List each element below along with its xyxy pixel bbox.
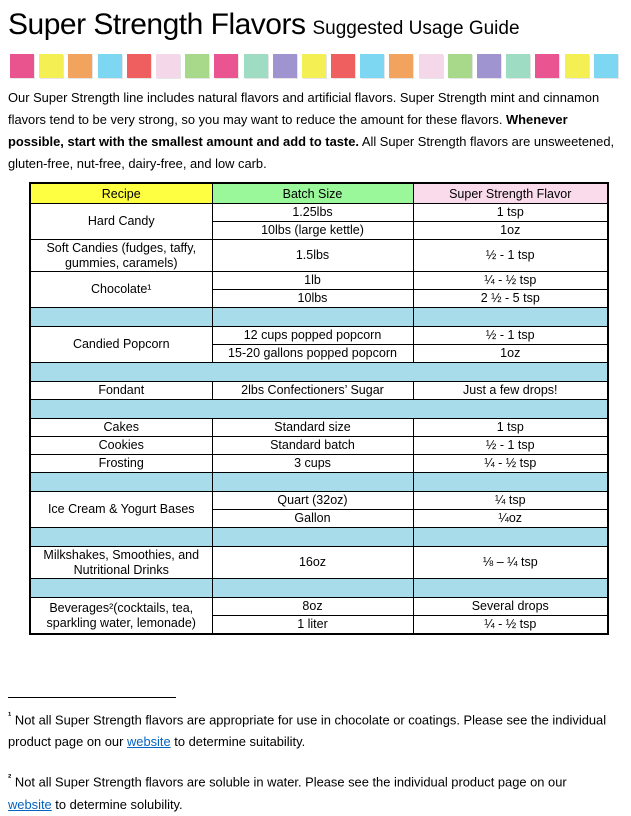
footnote-divider <box>8 697 176 698</box>
flavor-cell: Several drops <box>413 598 608 616</box>
recipe-cell: Hard Candy <box>30 204 212 240</box>
recipe-cell: Soft Candies (fudges, taffy, gummies, caramels) <box>30 240 212 272</box>
recipe-cell: Ice Cream & Yogurt Bases <box>30 492 212 528</box>
table-row <box>30 272 608 290</box>
color-swatch <box>506 54 530 78</box>
column-header-batch-size: Batch Size <box>212 183 413 204</box>
batch-size-cell: Gallon <box>212 510 413 528</box>
footnote-text: to determine solubility. <box>51 796 183 812</box>
batch-size-cell: 10lbs <box>212 290 413 308</box>
batch-size-cell: Standard size <box>212 419 413 437</box>
flavor-cell: ¼ - ½ tsp <box>413 616 608 635</box>
intro-text-end: All Super Strength flavors are unsweetened, gluten-free, nut-free, dairy-free, and low carb. <box>8 134 615 171</box>
title-subtitle: Suggested Usage Guide <box>312 18 520 39</box>
footnote-text: Not all Super Strength flavors are soluble in water. Please see the individual product page on our <box>11 774 567 790</box>
separator-cell <box>30 473 212 492</box>
color-swatch <box>127 54 151 78</box>
separator-row <box>30 473 608 492</box>
usage-table <box>29 182 609 635</box>
separator-cell <box>30 400 608 419</box>
batch-size-cell: 15-20 gallons popped popcorn <box>212 345 413 363</box>
color-swatch <box>389 54 413 78</box>
recipe-cell: Beverages²(cocktails, tea, sparkling water, lemonade) <box>30 598 212 635</box>
recipe-cell: Chocolate¹ <box>30 272 212 308</box>
column-header-super-strength-flavor: Super Strength Flavor <box>413 183 608 204</box>
batch-size-cell: 16oz <box>212 547 413 579</box>
color-strip <box>10 54 618 78</box>
footnote-marker: ² <box>8 773 12 785</box>
separator-cell <box>212 473 413 492</box>
recipe-cell: Frosting <box>30 455 212 473</box>
batch-size-cell: 10lbs (large kettle) <box>212 222 413 240</box>
color-swatch <box>244 54 268 78</box>
separator-cell <box>413 473 608 492</box>
separator-cell <box>30 308 212 327</box>
flavor-cell: ½ - 1 tsp <box>413 437 608 455</box>
flavor-cell: ½ - 1 tsp <box>413 327 608 345</box>
title-main: Super Strength Flavors <box>8 8 306 41</box>
separator-cell <box>413 308 608 327</box>
separator-cell <box>30 579 212 598</box>
intro-paragraph <box>8 87 625 175</box>
color-swatch <box>302 54 326 78</box>
color-swatch <box>185 54 209 78</box>
table-row <box>30 240 608 272</box>
separator-row <box>30 308 608 327</box>
column-header-recipe: Recipe <box>30 183 212 204</box>
separator-cell <box>212 579 413 598</box>
page-title <box>8 8 623 46</box>
batch-size-cell: Standard batch <box>212 437 413 455</box>
recipe-cell: Milkshakes, Smoothies, and Nutritional Drinks <box>30 547 212 579</box>
flavor-cell: ¼ - ½ tsp <box>413 455 608 473</box>
flavor-cell: ⅛ – ¼ tsp <box>413 547 608 579</box>
footnotes <box>8 706 623 816</box>
separator-cell <box>212 308 413 327</box>
color-swatch <box>419 54 443 78</box>
flavor-cell: 2 ½ - 5 tsp <box>413 290 608 308</box>
color-swatch <box>360 54 384 78</box>
batch-size-cell: 8oz <box>212 598 413 616</box>
separator-row <box>30 400 608 419</box>
table-body <box>30 204 608 635</box>
footnote-1 <box>8 706 608 753</box>
batch-size-cell: 2lbs Confectioners’ Sugar <box>212 382 413 400</box>
color-swatch <box>331 54 355 78</box>
color-swatch <box>10 54 34 78</box>
color-swatch <box>98 54 122 78</box>
color-swatch <box>214 54 238 78</box>
batch-size-cell: Quart (32oz) <box>212 492 413 510</box>
separator-row <box>30 579 608 598</box>
footnote-2 <box>8 768 608 815</box>
separator-row <box>30 363 608 382</box>
flavor-cell: ¼oz <box>413 510 608 528</box>
table-row <box>30 204 608 222</box>
color-swatch <box>68 54 92 78</box>
batch-size-cell: 1 liter <box>212 616 413 635</box>
flavor-cell: ¼ tsp <box>413 492 608 510</box>
color-swatch <box>594 54 618 78</box>
intro-text-bold: Whenever possible, start with the smallest amount and add to taste. <box>8 112 568 149</box>
separator-cell <box>30 528 212 547</box>
table-row <box>30 598 608 616</box>
website-link[interactable]: website <box>8 796 52 812</box>
separator-cell <box>413 579 608 598</box>
batch-size-cell: 1lb <box>212 272 413 290</box>
color-swatch <box>448 54 472 78</box>
table-row <box>30 547 608 579</box>
flavor-cell: ½ - 1 tsp <box>413 240 608 272</box>
flavor-cell: Just a few drops! <box>413 382 608 400</box>
intro-text-start: Our Super Strength line includes natural flavors and artificial flavors. Super Strength mint and cinnamon flavors tend to be very strong, so you may want to reduce the amount for these flavors. <box>8 90 600 127</box>
flavor-cell: 1oz <box>413 345 608 363</box>
website-link[interactable]: website <box>126 734 171 750</box>
color-swatch <box>156 54 180 78</box>
footnote-text: Not all Super Strength flavors are appropriate for use in chocolate or coatings. Please see the individual product page on our <box>8 712 607 750</box>
color-swatch <box>535 54 559 78</box>
color-swatch <box>39 54 63 78</box>
flavor-cell: 1 tsp <box>413 204 608 222</box>
color-swatch <box>477 54 501 78</box>
recipe-cell: Cakes <box>30 419 212 437</box>
table-row <box>30 382 608 400</box>
batch-size-cell: 1.25lbs <box>212 204 413 222</box>
table-row <box>30 492 608 510</box>
table-row <box>30 419 608 437</box>
separator-cell <box>212 528 413 547</box>
table-row <box>30 437 608 455</box>
recipe-cell: Fondant <box>30 382 212 400</box>
flavor-cell: 1 tsp <box>413 419 608 437</box>
color-swatch <box>273 54 297 78</box>
flavor-cell: ¼ - ½ tsp <box>413 272 608 290</box>
footnote-text: to determine suitability. <box>170 734 306 750</box>
recipe-cell: Candied Popcorn <box>30 327 212 363</box>
flavor-cell: 1oz <box>413 222 608 240</box>
table-row <box>30 455 608 473</box>
batch-size-cell: 3 cups <box>212 455 413 473</box>
footnote-marker: ¹ <box>8 711 12 722</box>
color-swatch <box>565 54 589 78</box>
separator-cell <box>413 528 608 547</box>
table-header-row <box>30 183 608 204</box>
separator-row <box>30 528 608 547</box>
batch-size-cell: 12 cups popped popcorn <box>212 327 413 345</box>
separator-cell <box>30 363 608 382</box>
recipe-cell: Cookies <box>30 437 212 455</box>
table-row <box>30 327 608 345</box>
batch-size-cell: 1.5lbs <box>212 240 413 272</box>
